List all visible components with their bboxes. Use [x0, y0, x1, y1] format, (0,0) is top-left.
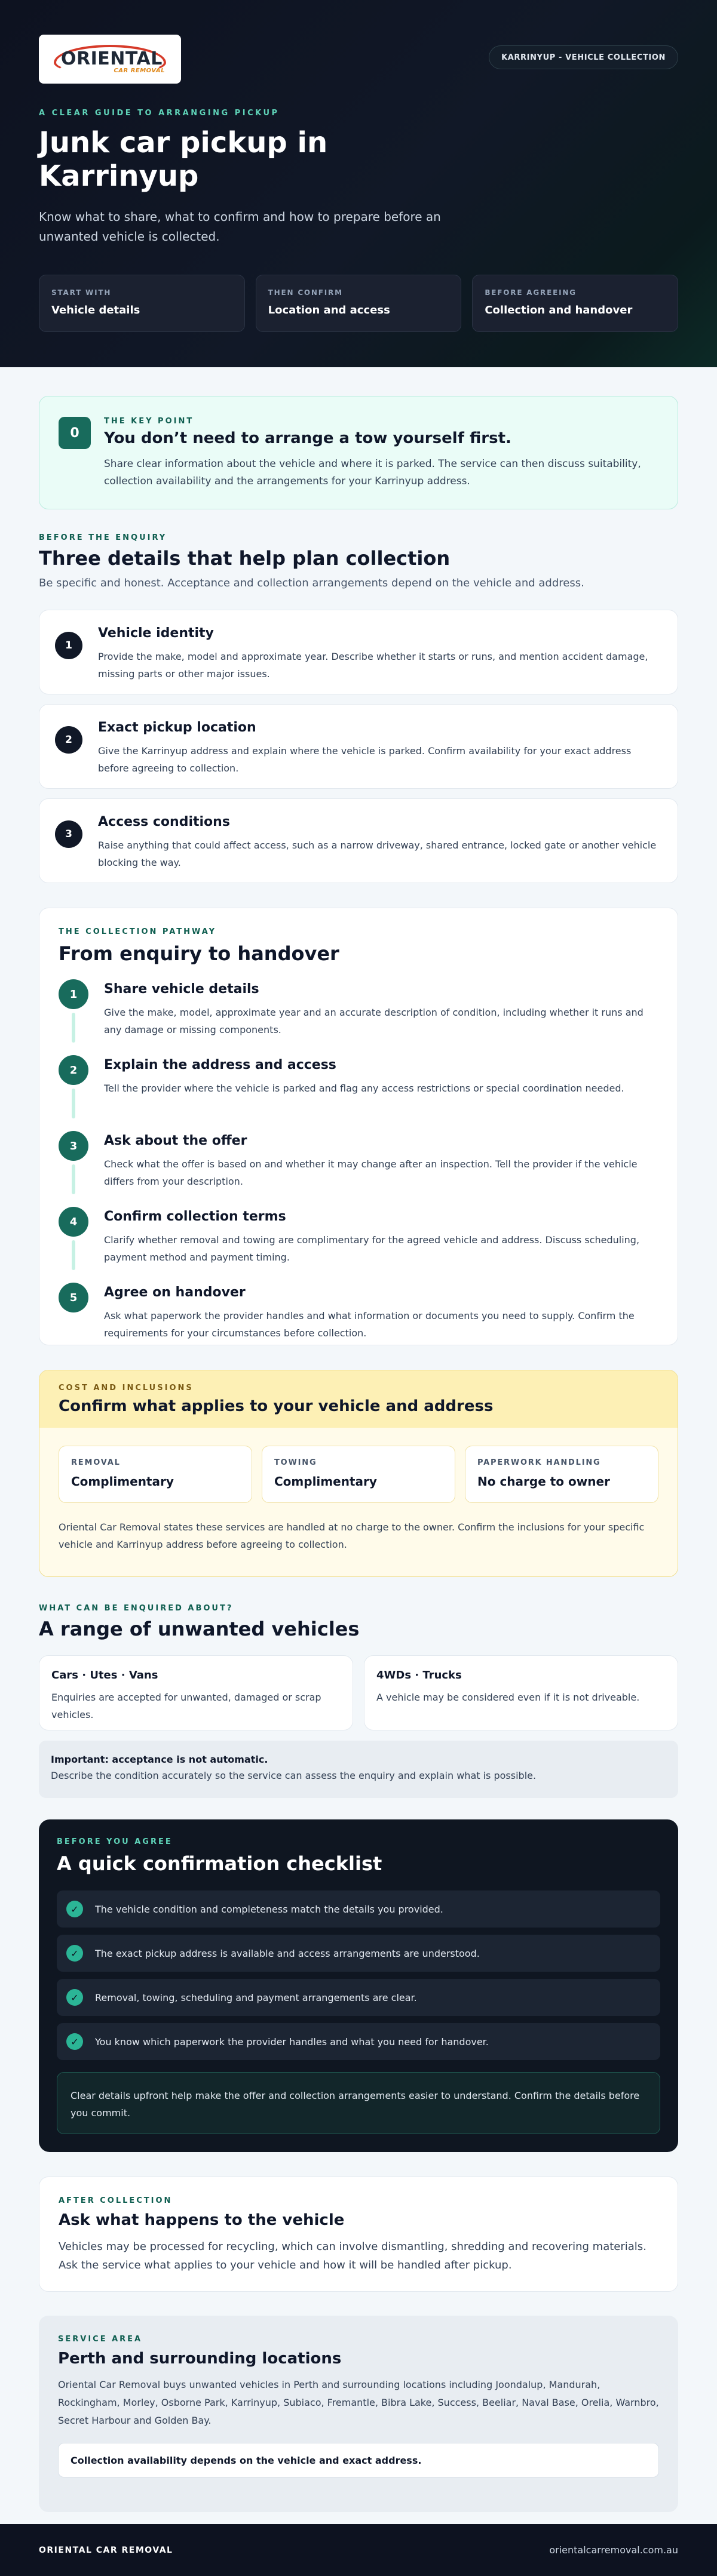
area-eyebrow: SERVICE AREA [58, 2335, 143, 2344]
step-title: Explain the address and access [104, 1058, 336, 1072]
enquiry-title: Three details that help plan collection [39, 547, 451, 570]
cost-title: Confirm what applies to your vehicle and address [59, 1397, 494, 1415]
step-rail [59, 1055, 88, 1131]
page-title: Junk car pickup in Karrinyup [39, 126, 328, 193]
enquiry-eyebrow: BEFORE THE ENQUIRY [39, 533, 167, 542]
hero-step-value: Collection and handover [485, 304, 633, 316]
cost-item-value: Complimentary [274, 1474, 377, 1489]
site-footer [0, 2524, 717, 2576]
step-text: Check what the offer is based on and whether it may change after an inspection. Tell the provider if the vehicle differs from your description. [104, 1158, 638, 1187]
pathway-step [59, 1283, 658, 1342]
cost-item-value: Complimentary [71, 1474, 174, 1489]
step-body [104, 1131, 658, 1207]
step-rail [59, 1207, 88, 1283]
range-card-4wds [364, 1655, 678, 1730]
hero-step-value: Location and access [268, 304, 390, 316]
step-body [104, 1055, 624, 1131]
vehicle-range-grid [39, 1655, 678, 1730]
cost-item-label: REMOVAL [71, 1458, 121, 1467]
footer-brand: ORIENTAL CAR REMOVAL [39, 2545, 173, 2555]
detail-list [39, 610, 678, 893]
step-text: Give the make, model, approximate year and an accurate description of condition, including whether it runs and any damage or missing components. [104, 1007, 644, 1035]
step-body [104, 1283, 658, 1342]
enquiry-subtitle: Be specific and honest. Acceptance and collection arrangements depend on the vehicle and address. [39, 577, 584, 589]
area-title: Perth and surrounding locations [58, 2350, 342, 2368]
range-header [39, 1604, 678, 1640]
pathway-title: From enquiry to handover [59, 942, 339, 965]
cost-item-label: PAPERWORK HANDLING [477, 1458, 601, 1467]
hero-steps [39, 275, 678, 332]
hero-step-label: START WITH [51, 288, 112, 297]
step-connector [72, 1240, 75, 1270]
check-icon: ✓ [66, 1989, 83, 2006]
hero-step-label: BEFORE AGREEING [485, 288, 577, 297]
hero-subtitle: Know what to share, what to confirm and how to prepare before an unwanted vehicle is collected. [39, 210, 441, 244]
cost-item-label: TOWING [274, 1458, 317, 1467]
pathway-eyebrow: THE COLLECTION PATHWAY [59, 927, 217, 936]
hero-eyebrow: A CLEAR GUIDE TO ARRANGING PICKUP [39, 109, 280, 118]
step-rail [59, 1283, 88, 1342]
detail-title: Exact pickup location [98, 720, 256, 735]
website-link[interactable]: orientalcarremoval.com.au [549, 2544, 678, 2556]
key-point-card [39, 396, 678, 509]
detail-number: 2 [55, 726, 82, 754]
range-card-text: Enquiries are accepted for unwanted, damaged or scrap vehicles. [51, 1692, 321, 1720]
key-point-title: You don’t need to arrange a tow yourself first. [104, 429, 511, 447]
hero-step-start [39, 275, 245, 332]
checklist-eyebrow: BEFORE YOU AGREE [57, 1837, 173, 1846]
checklist-item [57, 2023, 660, 2060]
cost-header [39, 1370, 678, 1428]
cost-item-removal [59, 1446, 252, 1503]
cost-item-towing [262, 1446, 455, 1503]
detail-text: Give the Karrinyup address and explain where the vehicle is parked. Confirm availability for your exact address before agreeing to collection. [98, 745, 632, 774]
step-number: 5 [59, 1283, 88, 1312]
range-card-title: Cars · Utes · Vans [51, 1669, 158, 1682]
detail-card-vehicle-identity [39, 610, 678, 694]
cost-inclusions [39, 1370, 678, 1577]
step-number: 4 [59, 1207, 88, 1237]
checklist-item-text: The exact pickup address is available and access arrangements are understood. [95, 1947, 480, 1959]
area-text: Oriental Car Removal buys unwanted vehicles in Perth and surrounding locations including Joondalup, Mandurah, Rockingham, Morley, Osborne Park, Karrinyup, Subiaco, Fremantle, Bibra Lake, Success, Beeliar, Naval Base, Orelia, Warnbro, Secret Harbour and Golden Bay. [58, 2379, 659, 2426]
location-badge: KARRINYUP - VEHICLE COLLECTION [489, 45, 678, 69]
logo-name: ORIENTAL [61, 48, 163, 69]
detail-card-access-conditions [39, 798, 678, 883]
checklist-item [57, 1935, 660, 1972]
range-title: A range of unwanted vehicles [39, 1618, 360, 1640]
after-title: Ask what happens to the vehicle [59, 2211, 345, 2229]
hero-step-confirm [256, 275, 462, 332]
checklist-items [57, 1890, 660, 2060]
checklist-item [57, 1979, 660, 2016]
range-card-cars [39, 1655, 353, 1730]
after-text: Vehicles may be processed for recycling, which can involve dismantling, shredding and recovering materials. Ask the service what applies to your vehicle and how it will be handled after pickup. [59, 2240, 646, 2271]
pathway-step [59, 1055, 658, 1131]
step-connector [72, 1013, 75, 1043]
hero-step-value: Vehicle details [51, 304, 140, 316]
logo-tagline: CAR REMOVAL [114, 67, 165, 74]
step-text: Tell the provider where the vehicle is parked and flag any access restrictions or special coordination needed. [104, 1083, 624, 1094]
checklist-footer-note: Clear details upfront help make the offer and collection arrangements easier to understand. Confirm the details before you commit. [57, 2072, 660, 2134]
step-title: Ask about the offer [104, 1133, 247, 1148]
check-icon: ✓ [66, 1901, 83, 1917]
hero [0, 0, 717, 367]
detail-text: Provide the make, model and approximate year. Describe whether it starts or runs, and mention accident damage, missing parts or other major issues. [98, 651, 648, 680]
after-eyebrow: AFTER COLLECTION [59, 2196, 173, 2205]
step-text: Ask what paperwork the provider handles and what information or documents you need to supply. Confirm the requirements for your circumstances before collection. [104, 1310, 635, 1339]
pathway-steps [59, 979, 658, 1342]
step-rail [59, 979, 88, 1055]
logo-mark [50, 41, 170, 77]
check-icon: ✓ [66, 2033, 83, 2050]
checklist-item-text: The vehicle condition and completeness match the details you provided. [95, 1903, 443, 1915]
hero-step-agree [472, 275, 678, 332]
detail-number: 3 [55, 820, 82, 848]
checklist-item-text: You know which paperwork the provider handles and what you need for handover. [95, 2036, 489, 2048]
step-connector [72, 1164, 75, 1194]
range-card-title: 4WDs · Trucks [376, 1669, 462, 1682]
after-collection [39, 2177, 678, 2292]
range-card-text: A vehicle may be considered even if it is not driveable. [376, 1692, 640, 1703]
detail-title: Vehicle identity [98, 626, 214, 641]
key-point-text: Share clear information about the vehicle and where it is parked. The service can then discuss suitability, collection availability and the arrangements for your Karrinyup address. [104, 458, 641, 487]
step-number: 2 [59, 1055, 88, 1085]
key-point-body [104, 417, 658, 488]
cost-item-value: No charge to owner [477, 1474, 610, 1489]
detail-body [98, 814, 662, 867]
detail-text: Raise anything that could affect access, such as a narrow driveway, shared entrance, locked gate or another vehicle blocking the way. [98, 840, 657, 868]
detail-number: 1 [55, 632, 82, 659]
cost-item-paperwork [465, 1446, 658, 1503]
pathway-step [59, 1131, 658, 1207]
detail-body [98, 720, 662, 773]
acceptance-note-title: Important: acceptance is not automatic. [51, 1754, 268, 1765]
confirmation-checklist [39, 1819, 678, 2152]
checklist-item [57, 1890, 660, 1928]
step-title: Agree on handover [104, 1285, 246, 1300]
step-text: Clarify whether removal and towing are complimentary for the agreed vehicle and address. Discuss scheduling, payment method and payment timing. [104, 1234, 640, 1263]
step-number: 1 [59, 979, 88, 1009]
step-body [104, 1207, 658, 1283]
enquiry-header [39, 533, 678, 589]
step-title: Confirm collection terms [104, 1209, 286, 1224]
availability-note: Collection availability depends on the vehicle and exact address. [58, 2443, 659, 2477]
pathway-step [59, 1207, 658, 1283]
detail-title: Access conditions [98, 814, 230, 829]
step-body [104, 979, 658, 1055]
detail-body [98, 626, 662, 678]
collection-pathway [39, 908, 678, 1345]
cost-eyebrow: COST AND INCLUSIONS [59, 1384, 194, 1392]
service-area [39, 2316, 678, 2512]
detail-card-pickup-location [39, 704, 678, 789]
checklist-title: A quick confirmation checklist [57, 1852, 382, 1875]
key-point-eyebrow: THE KEY POINT [104, 417, 194, 426]
step-number: 3 [59, 1131, 88, 1161]
pathway-step [59, 979, 658, 1055]
acceptance-note [39, 1741, 678, 1798]
cost-items [39, 1428, 678, 1503]
acceptance-note-text: Describe the condition accurately so the service can assess the enquiry and explain what is possible. [51, 1770, 537, 1781]
brand-logo[interactable] [39, 35, 181, 84]
check-icon: ✓ [66, 1945, 83, 1962]
step-rail [59, 1131, 88, 1207]
step-connector [72, 1089, 75, 1118]
cost-note: Oriental Car Removal states these services are handled at no charge to the owner. Confirm the inclusions for your specific vehicle and Karrinyup address before agreeing to collection. [59, 1521, 645, 1550]
checklist-item-text: Removal, towing, scheduling and payment arrangements are clear. [95, 1991, 417, 2003]
step-title: Share vehicle details [104, 982, 259, 997]
key-point-number: 0 [59, 417, 91, 449]
hero-step-label: THEN CONFIRM [268, 288, 343, 297]
range-eyebrow: WHAT CAN BE ENQUIRED ABOUT? [39, 1604, 234, 1613]
